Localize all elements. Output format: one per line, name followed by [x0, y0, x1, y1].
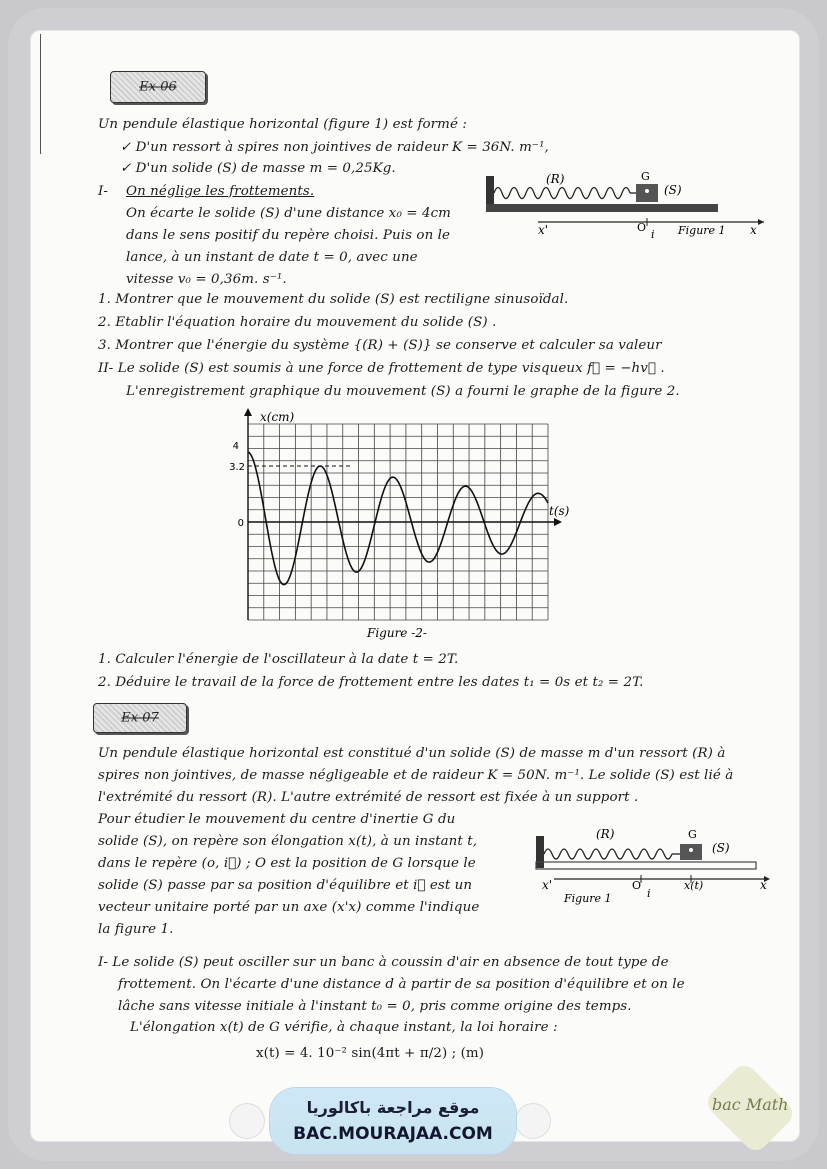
ex07-part1-line4: L'élongation x(t) de G vérifie, à chaque instant, la loi horaire :: [130, 1020, 558, 1035]
solid-label: (S): [664, 183, 682, 197]
ex07-figure-1: [534, 822, 778, 906]
ex06-question-1: 1. Montrer que le mouvement du solide (S) est rectiligne sinusoïdal.: [98, 292, 569, 307]
center-of-inertia-dot: [645, 189, 649, 193]
ex06-part1-line2: dans le sens positif du repère choisi. Puis on le: [126, 228, 451, 243]
figure-caption: Figure 1: [564, 892, 612, 905]
rail: [486, 204, 718, 212]
y-axis-arrow: [244, 408, 252, 416]
spring: [494, 188, 630, 199]
x-axis-label: t(s): [549, 504, 570, 518]
y-tick-label-4: 4: [232, 441, 239, 452]
exercise-07-label: Ex 07: [121, 710, 159, 726]
exercise-07-tag: [93, 703, 187, 733]
exercise-06-tag: [110, 71, 206, 103]
ex07-part1-line3: lâche sans vitesse initiale à l'instant t₀ = 0, pris comme origine des temps.: [118, 999, 632, 1014]
ex07-line6: dans le repère (o, i⃗) ; O est la position de G lorsque le: [98, 856, 476, 871]
ex06-part1-line3: lance, à un instant de date t = 0, avec une: [126, 250, 418, 265]
ex07-equation: x(t) = 4. 10⁻² sin(4πt + π/2) ; (m): [256, 1046, 485, 1061]
rail: [536, 862, 756, 869]
bac-math-logo-text: bac Math: [712, 1095, 789, 1114]
unit-vector-label: i: [647, 887, 651, 900]
x-label: x: [760, 878, 767, 892]
x-prime-label: x': [542, 878, 553, 892]
footer-logo-left: [230, 1104, 264, 1138]
ex07-line2: spires non jointives, de masse négligeable et de raideur K = 50N. m⁻¹. Le solide (S) est lié à: [98, 768, 734, 783]
ex06-part2-line2: L'enregistrement graphique du mouvement (S) a fourni le graphe de la figure 2.: [126, 384, 680, 399]
ex07-line1: Un pendule élastique horizontal est constitué d'un solide (S) de masse m d'un ressort (R) à: [98, 746, 726, 761]
y-axis-label: x(cm): [260, 410, 295, 424]
figure-caption: Figure 1: [678, 224, 726, 237]
footer-logo-right: [516, 1104, 550, 1138]
ex06-part1-line1: On écarte le solide (S) d'une distance x₀ = 4cm: [126, 206, 451, 221]
position-label: x(t): [684, 879, 704, 892]
y-tick-label-0: 0: [237, 518, 244, 529]
ex07-part1-line2: frottement. On l'écarte d'une distance d à partir de sa position d'équilibre et on le: [118, 977, 685, 992]
ex06-bullet-mass: ✓ D'un solide (S) de masse m = 0,25Kg.: [120, 161, 396, 176]
ex07-line4: Pour étudier le mouvement du centre d'inertie G du: [98, 812, 456, 827]
footer-banner[interactable]: [270, 1088, 516, 1154]
x-prime-label: x': [538, 223, 549, 237]
ex07-part1-line1: I- Le solide (S) peut osciller sur un banc à coussin d'air en absence de tout type de: [98, 955, 669, 970]
solid-label: (S): [712, 841, 730, 855]
ex07-line9: la figure 1.: [98, 922, 174, 937]
g-label: G: [641, 170, 650, 183]
ex07-line3: l'extrémité du ressort (R). L'autre extrémité de ressort est fixée à un support .: [98, 790, 639, 805]
ex06-part1-title: On néglige les frottements.: [126, 184, 315, 199]
ex06-intro: Un pendule élastique horizontal (figure 1) est formé :: [98, 117, 467, 132]
ex06-part1-line4: vitesse v₀ = 0,36m. s⁻¹.: [126, 272, 287, 287]
wall-support: [536, 836, 544, 868]
ex06-bullet-spring: ✓ D'un ressort à spires non jointives de raideur K = 36N. m⁻¹,: [120, 140, 549, 155]
unit-vector-label: i: [651, 228, 655, 241]
ex06-question-4: 1. Calculer l'énergie de l'oscillateur à la date t = 2T.: [98, 652, 459, 667]
ex06-part2-line1: II- Le solide (S) est soumis à une force de frottement de type visqueux f⃗ = −hv⃗ .: [98, 361, 665, 376]
center-of-inertia-dot: [689, 848, 693, 852]
origin-label: O: [637, 221, 647, 234]
x-axis-arrow: [554, 518, 562, 526]
ex06-question-2: 2. Etablir l'équation horaire du mouvement du solide (S) .: [98, 315, 497, 330]
margin-line: [40, 34, 41, 154]
exercise-06-label: Ex 06: [139, 79, 177, 95]
spring-label: (R): [546, 172, 565, 186]
ex06-question-5: 2. Déduire le travail de la force de frottement entre les dates t₁ = 0s et t₂ = 2T.: [98, 675, 644, 690]
footer-site-link[interactable]: BAC.MOURAJAA.COM: [293, 1124, 493, 1144]
ex06-part1-number: I-: [98, 184, 109, 199]
ex06-question-3: 3. Montrer que l'énergie du système {(R) + (S)} se conserve et calculer sa valeur: [98, 338, 662, 353]
series-line-x-t: [248, 452, 548, 585]
ex07-line8: vecteur unitaire porté par un axe (x'x) comme l'indique: [98, 900, 480, 915]
x-label: x: [750, 223, 757, 237]
ex07-line7: solide (S) passe par sa position d'équilibre et i⃗ est un: [98, 878, 473, 893]
footer-arabic-title: موقع مراجعة باكالوريا: [306, 1098, 480, 1117]
ex07-line5: solide (S), on repère son élongation x(t), à un instant t,: [98, 834, 478, 849]
chart-title: Figure -2-: [367, 626, 427, 640]
figure-2-chart: [224, 404, 570, 644]
y-tick-label-3-2: 3.2: [229, 462, 245, 473]
spring: [544, 849, 672, 859]
ex06-figure-1: [484, 168, 774, 240]
origin-label: O: [632, 879, 642, 892]
spring-label: (R): [596, 827, 615, 841]
g-label: G: [688, 828, 697, 841]
